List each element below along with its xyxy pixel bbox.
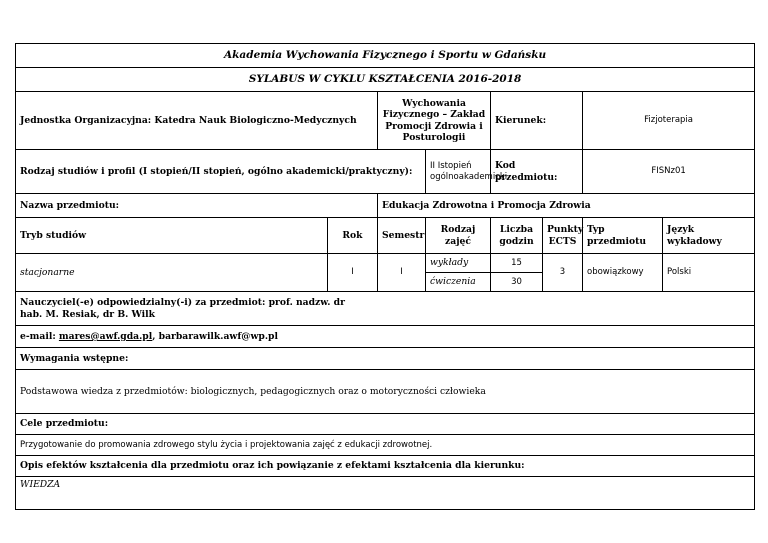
subject-type-value: obowiązkowy (583, 254, 663, 292)
year-value: I (328, 254, 378, 292)
outcomes-section: WIEDZA (16, 477, 755, 510)
study-value: II Istopień ogólnoakademicki (426, 150, 491, 194)
university-title: Akademia Wychowania Fizycznego i Sportu w Gdańsku (16, 44, 755, 68)
code-label: Kod przedmiotu: (491, 150, 583, 194)
syllabus-table (15, 43, 755, 510)
unit-label: Jednostka Organizacyjna: Katedra Nauk Biologiczno-Medycznych (16, 92, 378, 150)
goals-label-row (16, 414, 755, 435)
outcomes-section-row (16, 477, 755, 510)
col-hours: Liczba godzin (491, 218, 543, 254)
university-row (16, 44, 755, 68)
goals-value: Przygotowanie do promowania zdrowego stylu życia i projektowania zajęć z edukacji zdrowotnej. (16, 435, 755, 456)
hours-exercises: 30 (491, 273, 543, 292)
syllabus-title: SYLABUS W CYKLU KSZTAŁCENIA 2016-2018 (16, 68, 755, 92)
email-link-wilk[interactable]: barbarawilk.awf@wp.pl (158, 330, 278, 342)
code-value: FISNz01 (583, 150, 755, 194)
teachers-row (16, 292, 755, 326)
subject-label: Nazwa przedmiotu: (16, 194, 378, 218)
hours-lecture: 15 (491, 254, 543, 273)
subject-value: Edukacja Zdrowotna i Promocja Zdrowia (378, 194, 755, 218)
goals-label: Cele przedmiotu: (16, 414, 755, 435)
language-value: Polski (663, 254, 755, 292)
requirements-value-row (16, 370, 755, 414)
email-link-resiak[interactable]: mares@awf.gda.pl (58, 330, 153, 342)
col-language: Język wykładowy (663, 218, 755, 254)
unit-row (16, 92, 755, 150)
semester-value: I (378, 254, 426, 292)
outcomes-label-row (16, 456, 755, 477)
teachers-label: Nauczyciel(-e) odpowiedzialny(-i) za przedmiot: prof. nadzw. dr hab. M. Resiak, dr B. Wilk (20, 297, 345, 320)
goals-value-row (16, 435, 755, 456)
class-type-exercises: ćwiczenia (426, 273, 491, 292)
mode-value: stacjonarne (16, 254, 328, 292)
col-mode: Tryb studiów (16, 218, 328, 254)
direction-label: Kierunek: (491, 92, 583, 150)
direction-value: Fizjoterapia (583, 92, 755, 150)
col-ects: Punkty ECTS (543, 218, 583, 254)
email-row (16, 326, 755, 348)
email-separator: , (152, 330, 159, 342)
subject-row (16, 194, 755, 218)
col-class-type: Rodzaj zajęć (426, 218, 491, 254)
col-semester: Semestr (378, 218, 426, 254)
unit-value: Wychowania Fizycznego – Zakład Promocji Zdrowia i Posturologii (378, 92, 491, 150)
teachers-info (16, 292, 755, 326)
study-row (16, 150, 755, 194)
requirements-value: Podstawowa wiedza z przedmiotów: biologicznych, pedagogicznych oraz o motoryczności człowieka (16, 370, 755, 414)
col-subject-type: Typ przedmiotu (583, 218, 663, 254)
study-label: Rodzaj studiów i profil (I stopień/II stopień, ogólno akademicki/praktyczny): (16, 150, 426, 194)
email-cell (16, 326, 755, 348)
requirements-label-row (16, 348, 755, 370)
class-type-lecture: wykłady (426, 254, 491, 273)
table-row (16, 254, 755, 273)
ects-value: 3 (543, 254, 583, 292)
columns-row (16, 218, 755, 254)
col-year: Rok (328, 218, 378, 254)
email-prefix: e-mail: (20, 330, 59, 342)
syllabus-sheet (15, 43, 754, 510)
requirements-label: Wymagania wstępne: (16, 348, 755, 370)
outcomes-label: Opis efektów kształcenia dla przedmiotu oraz ich powiązanie z efektami kształcenia dla kierunku: (16, 456, 755, 477)
syllabus-row (16, 68, 755, 92)
